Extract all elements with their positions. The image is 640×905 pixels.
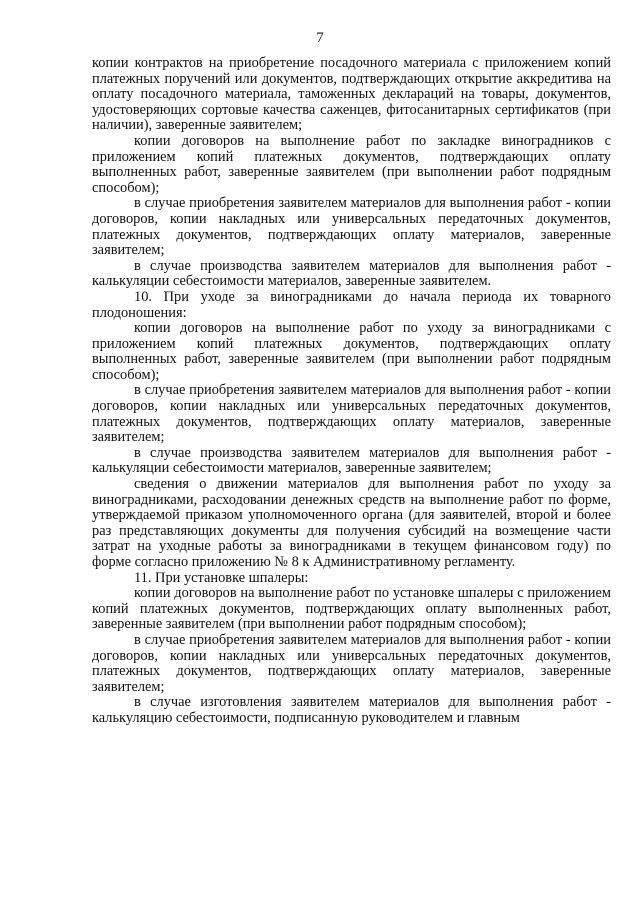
document-body <box>92 56 611 727</box>
page-number: 7 <box>316 30 324 46</box>
paragraph: копии договоров на выполнение работ по закладке виноградников с приложением копий платежных документов, подтверждающих оплату выполненных работ, заверенные заявителем (при выполнении работ подрядным способом); <box>92 132 611 196</box>
paragraph: в случае приобретения заявителем материалов для выполнения работ - копии договоров, копии накладных или универсальных передаточных документов, платежных документов, подтверждающих оплату материалов, заверенные заявителем; <box>92 195 611 259</box>
paragraph: копии договоров на выполнение работ по установке шпалеры с приложением копий платежных документов, подтверждающих оплату выполненных работ, заверенные заявителем (при выполнении работ подрядным способом); <box>92 585 611 633</box>
section-heading: 10. При уходе за виноградниками до начала периода их товарного плодоношения: <box>92 288 611 321</box>
paragraph: копии договоров на выполнение работ по уходу за виноградниками с приложением копий платежных документов, подтверждающих оплату выполненных работ, заверенные заявителем (при выполнении работ подрядным способом); <box>92 320 611 383</box>
paragraph: в случае приобретения заявителем материалов для выполнения работ - копии договоров, копии накладных или универсальных передаточных документов, платежных документов, подтверждающих оплату материалов, заверенные заявителем; <box>92 631 611 695</box>
section-heading: 11. При установке шпалеры: <box>134 569 309 586</box>
paragraph: копии контрактов на приобретение посадочного материала с приложением копий платежных поручений или документов, подтверждающих открытие аккредитива на оплату посадочного материала, таможенных деклараций на товары, документов, удостоверяющих сортовые качества саженцев, фитосанитарных сертификатов (при наличии), заверенные заявителем; <box>92 55 611 134</box>
paragraph: в случае производства заявителем материалов для выполнения работ - калькуляции себестоимости материалов, заверенные заявителем; <box>92 444 611 477</box>
paragraph: в случае приобретения заявителем материалов для выполнения работ - копии договоров, копии накладных или универсальных передаточных документов, платежных документов, подтверждающих оплату материалов, заверенные заявителем; <box>92 382 611 446</box>
paragraph: в случае производства заявителем материалов для выполнения работ - калькуляции себестоимости материалов, заверенные заявителем. <box>92 257 611 290</box>
paragraph: сведения о движении материалов для выполнения работ по уходу за виноградниками, расходовании денежных средств на выполнение работ по форме, утверждаемой приказом уполномоченного органа (для заявителей, второй и более раз представляющих документы для получения субсидий на возмещение части затрат на уходные работы за виноградниками в текущем финансовом году) по форме согласно приложению № 8 к Административному регламенту. <box>92 476 611 570</box>
paragraph-continued: в случае изготовления заявителем материалов для выполнения работ - калькуляцию себестоимости, подписанную руководителем и главным <box>92 694 611 726</box>
